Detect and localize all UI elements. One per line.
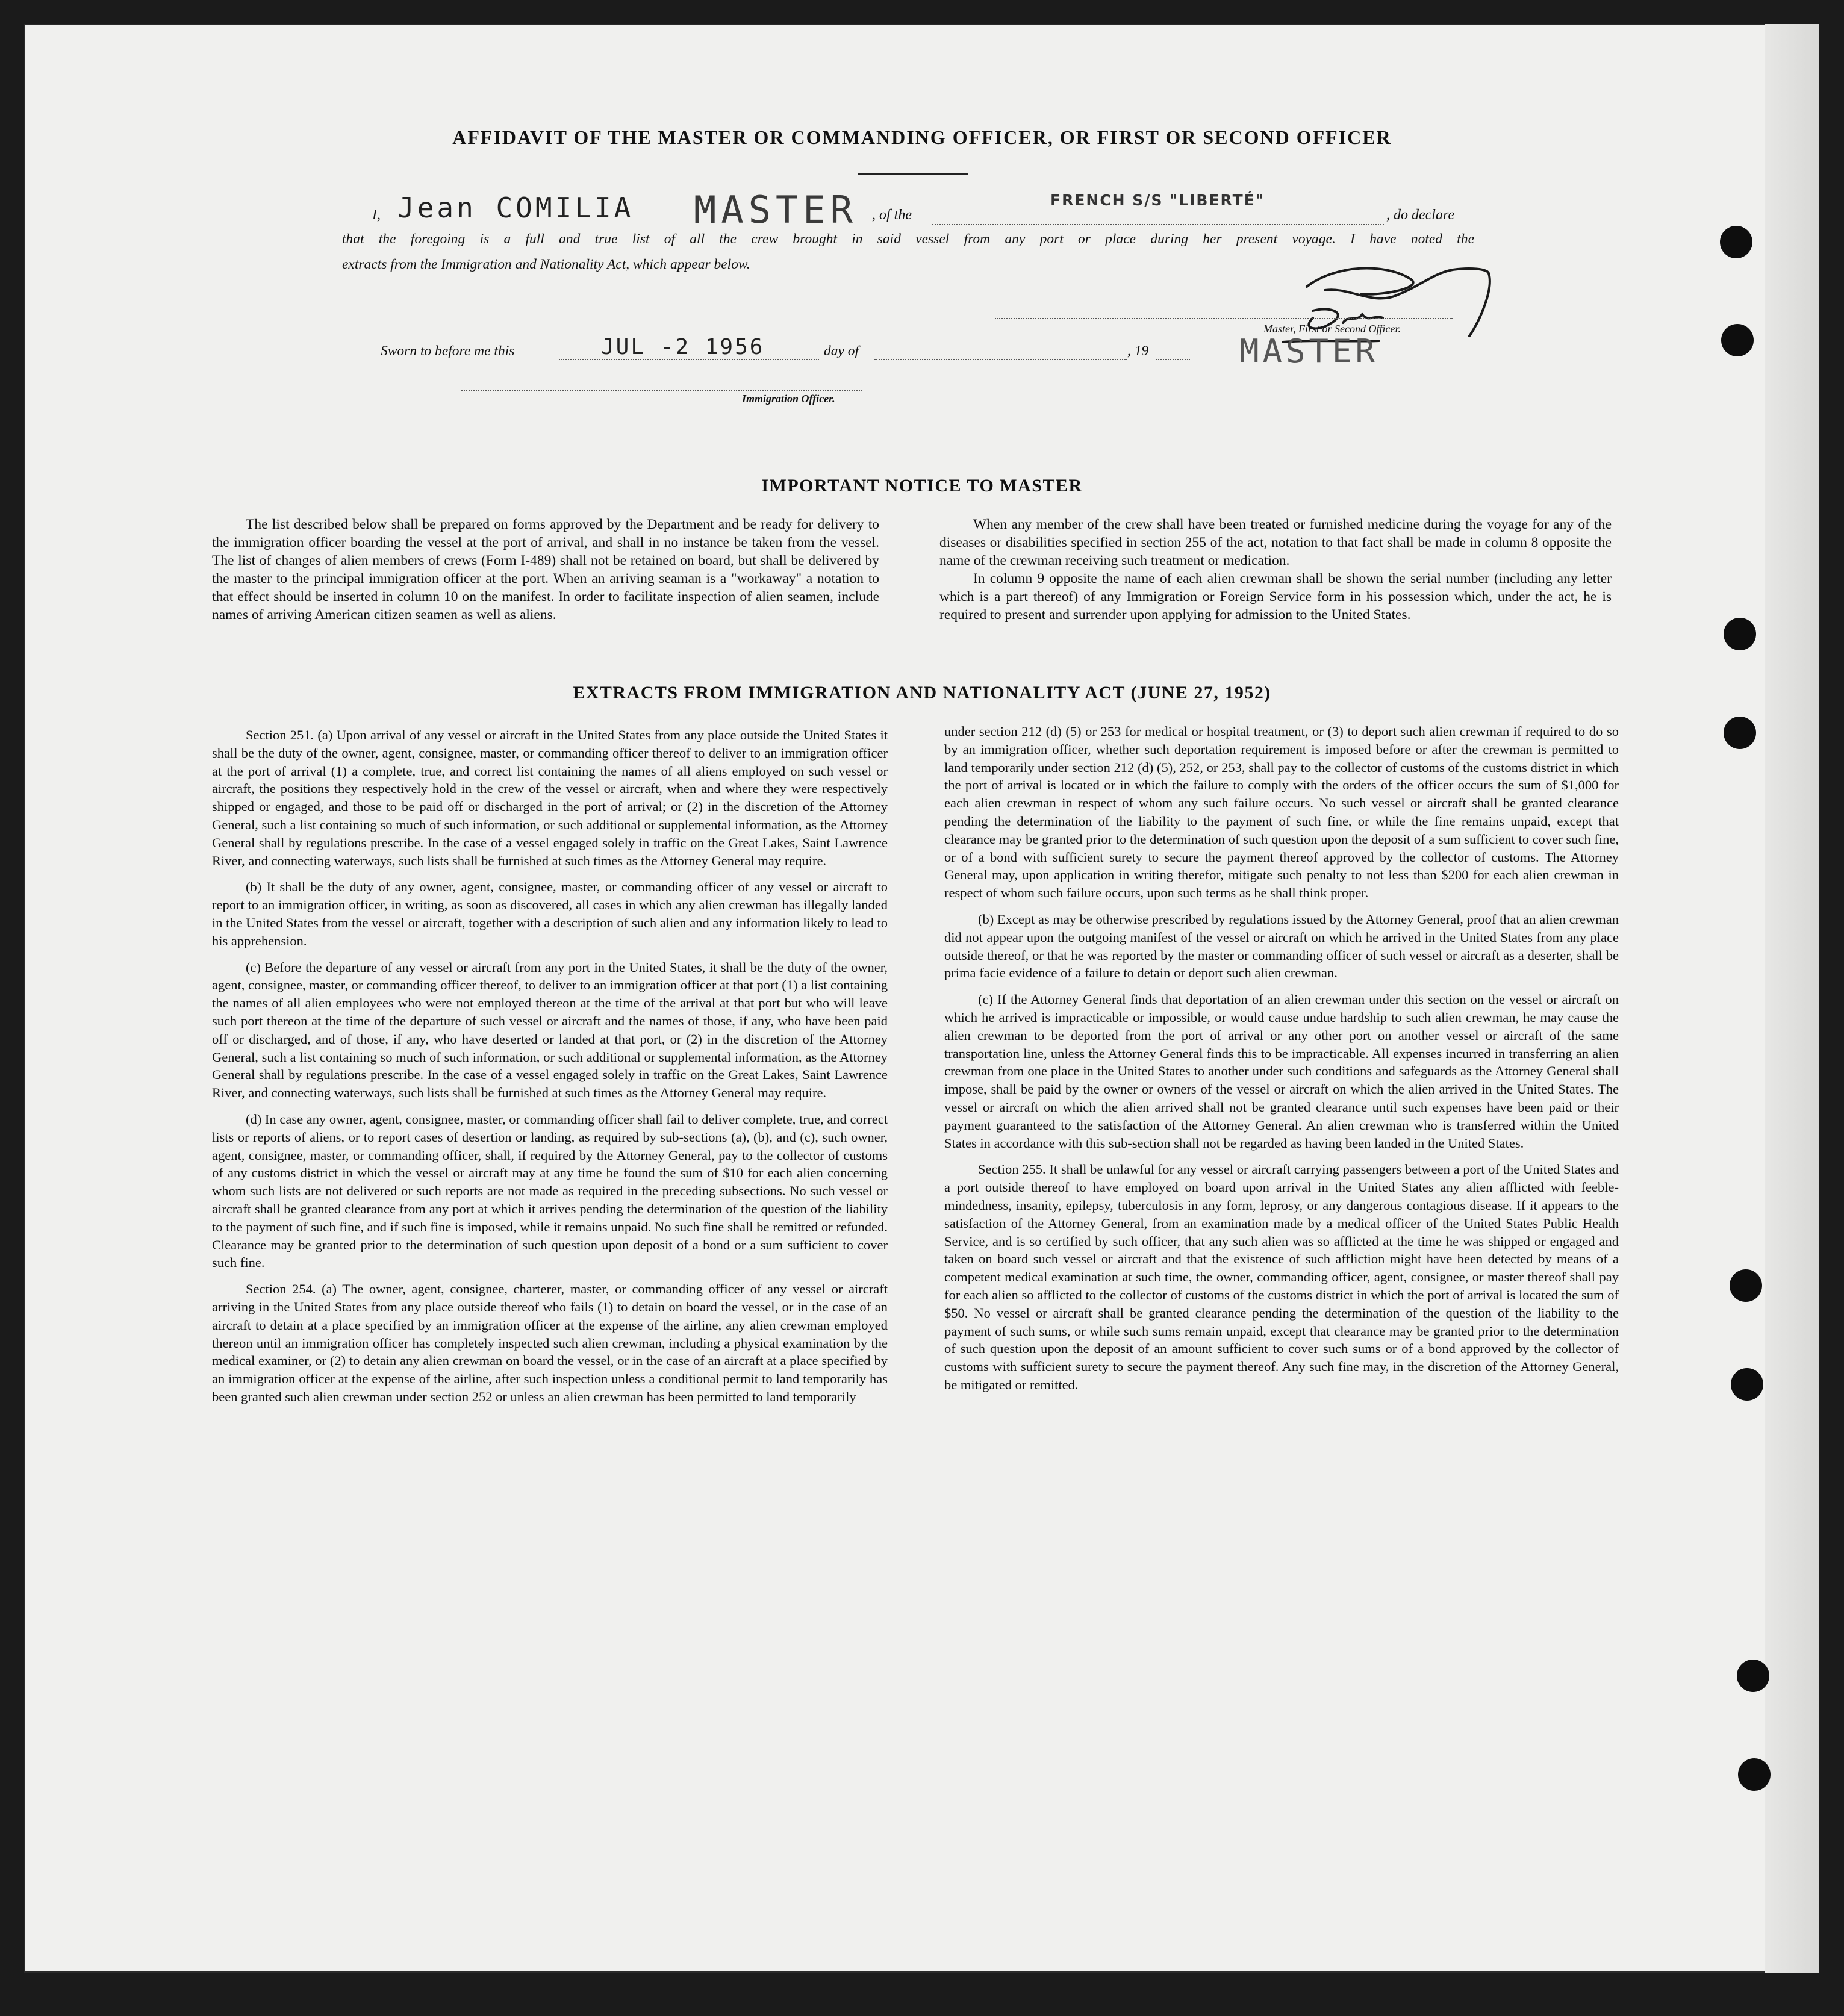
extracts-right-column [944, 723, 1619, 1402]
officer-caption: Immigration Officer. [742, 393, 835, 405]
notice-heading: IMPORTANT NOTICE TO MASTER [761, 476, 1083, 496]
punch-hole [1720, 226, 1752, 258]
officer-signature-line [461, 390, 862, 391]
rank-stamp: MASTER [694, 188, 858, 232]
punch-hole [1724, 717, 1756, 749]
month-line [874, 359, 1127, 360]
section-254-b: (b) Except as may be otherwise prescribed by regulations issued by the Attorney General, proof that an alien crewman did not appear upon the outgoing manifest of the vessel or aircraft on which he arrived in the United States from any place outside thereof, or that he was reported by the master or commanding officer of such vessel or aircraft as a deserter, shall be prima facie evidence of a failure to detain or deport such alien crewman. [944, 911, 1619, 981]
punch-hole [1738, 1758, 1771, 1791]
punch-hole [1731, 1368, 1763, 1401]
sworn-label: Sworn to before me this [381, 343, 515, 359]
section-251-d: (d) In case any owner, agent, consignee, master, or commanding officer shall fail to deliver complete, true, and correct lists or reports of aliens, or to report cases of desertion or landing, as required by sub-sections (a), (b), and (c), such owner, agent, consignee, master, or commanding officer, shall, if required by the Attorney General, pay to the collector of customs of any customs district in which the vessel or aircraft may at any time be found the sum of $10 for each alien concerning whom such lists are not delivered or such reports are not made as required in the preceding subsections. No such vessel or aircraft shall be granted clearance from any port at which it arrives pending the determination of the question of the liability to the payment of such fine, and if such fine is imposed, while it remains unpaid. No such fine shall be remitted or refunded. Clearance may be granted prior to the determination of such question upon deposit of a bond or a sum sufficient to cover such fine. [212, 1111, 888, 1271]
extracts-heading: EXTRACTS FROM IMMIGRATION AND NATIONALITY ACT (JUNE 27, 1952) [573, 683, 1271, 703]
section-254-a: Section 254. (a) The owner, agent, consignee, charterer, master, or commanding officer of any vessel or aircraft arriving in the United States from any place outside thereof who fails (1) to detain on board the vessel, or in the case of an aircraft to detain at a place specified by an immigration officer at the expense of the airline, any alien crewman employed thereon until an immigration officer has completely inspected such alien crewman, including a physical examination by the medical examiner, or (2) to detain any alien crewman on board the vessel, or in the case of an aircraft at a place specified by an immigration officer at the expense of the airline, after such inspection unless a conditional permit to land temporarily has been granted such alien crewman under section 252 or unless an alien crewman has been permitted to land temporarily [212, 1281, 888, 1404]
declaration-line-2: extracts from the Immigration and Nationality Act, which appear below. [342, 257, 750, 272]
signature-caption: Master, First or Second Officer. [1263, 323, 1401, 335]
year-prefix: , 19 [1127, 343, 1149, 359]
notice-left [212, 515, 879, 624]
notice-right-text-1: When any member of the crew shall have been treated or furnished medicine during the voyage for any of the diseases or disabilities specified in section 255 of the act, notation to that fact shall be made in column 8 opposite the name of the crewman receiving such treatment or medication. [939, 517, 1612, 568]
crew-master-name: Jean COMILIA [397, 191, 634, 224]
punch-hole [1730, 1269, 1762, 1302]
vessel-name: FRENCH S/S "LIBERTÉ" [1050, 191, 1265, 209]
section-255: Section 255. It shall be unlawful for any vessel or aircraft carrying passengers between a port of the United States and a port outside thereof to have employed on board upon arrival in the United States any alien afflicted with feeble-mindedness, insanity, epilepsy, tuberculosis in any form, leprosy, or any dangerous contagious disease. If it appears to the satisfaction of the Attorney General, from an examination made by a medical officer of the United States Public Health Service, and is so certified by such officer, that any such alien was so afflicted at the time he was shipped or engaged and taken on board such vessel or aircraft and that the existence of such affliction might have been detected by means of a competent medical examination at such time, the owner, commanding officer, agent, consignee, or master thereof shall pay for each alien so afflicted to the collector of customs of the customs district in which the port of arrival is located the sum of $50. No vessel or aircraft shall be granted clearance pending the determination of the question of the liability to the payment of such sums, or while such sums remain unpaid, except that clearance may be granted prior to the determination of such question upon the deposit of an amount sufficient to cover such sums or of a bond approved by the collector of customs with sufficient surety to secure the payment thereof. Any such fine may, in the discretion of the Attorney General, be mitigated or remitted. [944, 1162, 1619, 1392]
year-line [1156, 359, 1190, 360]
intro-i: I, [372, 207, 381, 223]
punch-hole [1721, 324, 1754, 356]
punch-hole [1724, 618, 1756, 650]
title-rule [858, 173, 968, 175]
section-254-c: (c) If the Attorney General finds that deportation of an alien crewman under this section on the vessel or aircraft on which he arrived is impracticable or impossible, or would cause undue hardship to such alien crewman, he may cause the alien crewman to be deported from the port of arrival or any other port on another vessel or aircraft of the same transportation line, unless the Attorney General finds this to be impracticable. All expenses incurred in transferring an alien crewman from one place in the United States to another under such conditions and safeguards as the Attorney General shall impose, shall be paid by the owner or owners of the vessel or aircraft on which the alien arrived in the United States. The vessel or aircraft on which the alien arrived shall not be granted clearance until such expenses have been paid or their payment guaranteed to the satisfaction of the Attorney General. An alien crewman who is transferred within the United States in accordance with this sub-section shall not be regarded as having been landed in the United States. [944, 992, 1619, 1151]
of-the-label: , of the [872, 207, 912, 223]
notice-right [939, 515, 1612, 624]
section-251-c: (c) Before the departure of any vessel or aircraft from any port in the United States, it shall be the duty of the owner, agent, consignee, master, or commanding officer thereof, to deliver to an immigration officer at that port (1) a list containing the names of all alien employees who were not employed thereon at the time of the arrival at that port but who will leave such port thereon at the time of the departure of such vessel or aircraft and the names of those, if any, who have been paid off or discharged, and of those, if any, who have deserted or landed at that port, or (2) in the discretion of the Attorney General, such a list containing so much of such information, or such additional or supplemental information, as the Attorney General shall by regulations prescribe. In the case of a vessel engaged solely in traffic on the Great Lakes, Saint Lawrence River, and connecting waterways, such lists shall be furnished at such times as the Attorney General may require. [212, 959, 888, 1101]
section-251-a: Section 251. (a) Upon arrival of any vessel or aircraft in the United States from any place outside the United States it shall be the duty of the owner, agent, consignee, master, or commanding officer thereof to deliver to an immigration officer at the port of arrival (1) a complete, true, and correct list containing the names of all aliens employed on such vessel or aircraft, the positions they respectively hold in the crew of the vessel or aircraft, when and where they were respectively shipped or engaged, and those to be paid off or discharged in the port of arrival; or (2) in the discretion of the Attorney General, such a list containing so much of such information, or such additional or supplemental information, as the Attorney General shall by regulations prescribe. In the case of a vessel engaged solely in traffic on the Great Lakes, Saint Lawrence River, and connecting waterways, such lists shall be furnished at such times as the Attorney General may require. [212, 727, 888, 868]
master-stamp: MASTER [1239, 332, 1379, 370]
affidavit-title: AFFIDAVIT OF THE MASTER OR COMMANDING OFFICER, OR FIRST OR SECOND OFFICER [452, 126, 1392, 148]
do-declare-label: , do declare [1386, 207, 1455, 223]
day-of-label: day of [824, 343, 859, 359]
vessel-line [932, 224, 1384, 225]
section-254-a-cont: under section 212 (d) (5) or 253 for medical or hospital treatment, or (3) to deport such alien crewman if required to do so by an immigration officer, whether such deportation requirement is imposed before or after the crewman is permitted to land temporarily under section 212 (d) (5), 252, or 253, shall pay to the collector of customs of the customs district in which the port of arrival is located or in which the failure to comply with the orders of the officer occurs the sum of $1,000 for each alien crewman in respect of whom any such failure occurs. No such vessel or aircraft shall be granted clearance pending the determination of the liability to the payment of such fine, or while the fine remains unpaid, except that clearance may be granted prior to the determination of such question upon the deposit of a sum sufficient to cover such fine, or of a bond with sufficient surety to secure the payment thereof approved by the collector of customs. The Attorney General may, upon application in writing therefor, mitigate such penalty to not less than $200 for each alien crewman in respect of whom such failure occurs, upon such terms as he shall think proper. [944, 724, 1619, 901]
section-251-b: (b) It shall be the duty of any owner, agent, consignee, master, or commanding officer of any vessel or aircraft to report to an immigration officer, in writing, as soon as discovered, all cases in which any alien crewman has illegally landed in the United States from the vessel or aircraft, together with a description of such alien and any information likely to lead to his apprehension. [212, 879, 888, 948]
extracts-left-column [212, 726, 888, 1414]
scan-edge [1765, 24, 1819, 1973]
notice-right-text-2: In column 9 opposite the name of each alien crewman shall be shown the serial number (including any letter which is a part thereof) of any Immigration or Foreign Service form in his possession which, under the act, he is required to present and surrender upon applying for admission to the United States. [939, 571, 1612, 623]
notice-left-text: The list described below shall be prepared on forms approved by the Department and be ready for delivery to the immigration officer boarding the vessel at the port of arrival, and shall in no instance be taken from the vessel. The list of changes of alien members of crews (Form I-489) shall not be retained on board, but shall be delivered by the master to the principal immigration officer at the port. When an arriving seaman is a "workaway" a notation to that effect should be inserted in column 10 on the manifest. In order to facilitate inspection of alien seamen, include names of arriving American citizen seamen as well as aliens. [212, 517, 879, 623]
declaration-line-1: that the foregoing is a full and true list of all the crew brought in said vessel from any port or place during her present voyage. I have noted the [342, 231, 1474, 247]
signature-line [995, 318, 1453, 319]
punch-hole [1737, 1660, 1769, 1692]
sworn-date: JUL -2 1956 [601, 335, 765, 359]
